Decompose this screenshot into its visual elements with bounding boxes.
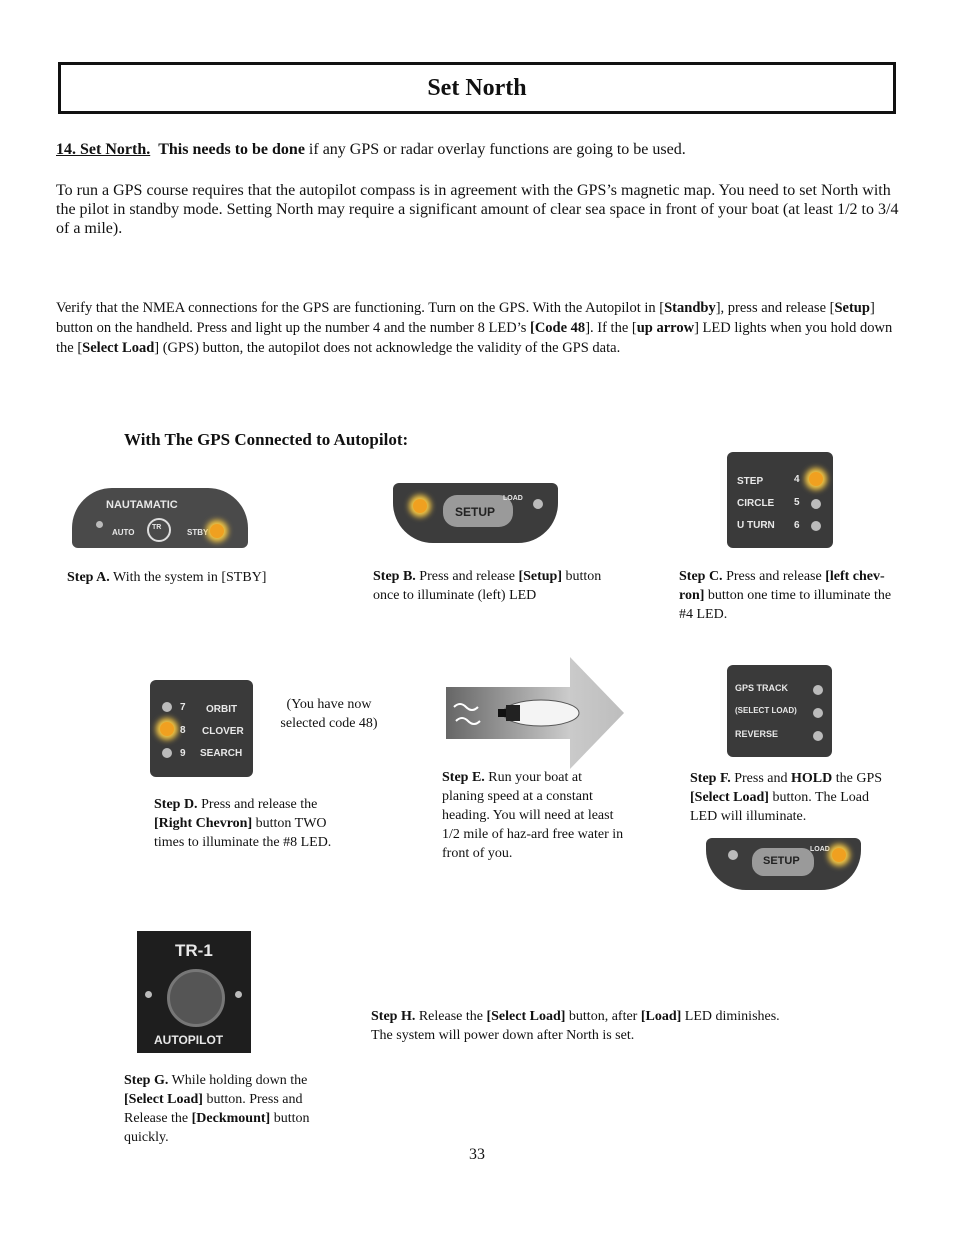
reverse-led bbox=[813, 731, 823, 741]
tr1-deckmount-image: TR-1 AUTOPILOT bbox=[137, 931, 251, 1053]
code-48-note: (You have now selected code 48) bbox=[280, 697, 378, 731]
led-9 bbox=[162, 748, 172, 758]
stby-led-lit bbox=[210, 524, 224, 538]
step-f-caption: Step F. Press and HOLD the GPS [Select Load] button. The Load LED will illuminate. bbox=[690, 771, 883, 824]
step-d-caption: Step D. Press and release the [Right Chevron] button TWO times to illuminate the #8 LED. bbox=[154, 797, 332, 850]
led-5 bbox=[811, 499, 821, 509]
setup-left-led bbox=[728, 850, 738, 860]
setup-panel-image: SETUP LOAD bbox=[393, 483, 558, 543]
gps-track-panel-image: GPS TRACK (SELECT LOAD) REVERSE bbox=[727, 665, 832, 757]
page-number: 33 bbox=[469, 1146, 485, 1163]
title-box bbox=[58, 62, 896, 114]
setup-left-led-lit bbox=[413, 499, 427, 513]
tr1-right-led bbox=[235, 991, 242, 998]
led-7 bbox=[162, 702, 172, 712]
section-heading: With The GPS Connected to Autopilot: bbox=[124, 430, 409, 449]
auto-led bbox=[96, 521, 103, 528]
intro-bold: This needs to be done bbox=[158, 141, 305, 158]
step-h-caption: Step H. Release the [Select Load] button, after [Load] LED diminishes. The system will power down after North is set. bbox=[371, 1009, 780, 1043]
intro-rest: if any GPS or radar overlay functions are going to be used. bbox=[304, 141, 686, 158]
step-panel-image: STEP CIRCLE U TURN 4 5 6 bbox=[727, 452, 833, 548]
step-g-caption: Step G. While holding down the [Select Load] button. Press and Release the [Deckmount] button quickly. bbox=[124, 1073, 310, 1145]
led-6 bbox=[811, 521, 821, 531]
page-title: Set North bbox=[427, 74, 527, 101]
orbit-panel-image: 7 8 9 ORBIT CLOVER SEARCH bbox=[150, 680, 253, 777]
select-load-led bbox=[813, 708, 823, 718]
led-8-lit bbox=[160, 722, 174, 736]
step-a-caption: Step A. With the system in [STBY] bbox=[67, 570, 267, 585]
deckmount-button bbox=[167, 969, 225, 1027]
led-4-lit bbox=[809, 472, 823, 486]
step-b-caption: Step B. Press and release [Setup] button once to illuminate (left) LED bbox=[373, 569, 602, 603]
load-led bbox=[533, 499, 543, 509]
stby-panel-image: NAUTAMATIC AUTO TR STBY bbox=[72, 488, 248, 548]
tr1-left-led bbox=[145, 991, 152, 998]
paragraph-compass: To run a GPS course requires that the autopilot compass is in agreement with the GPS’s magnetic map. You need to set North with the pilot in standby mode. Setting North may require a significant amount of clear sea space in front of your boat (at least 1/2 to 3/4 of a mile). bbox=[56, 182, 899, 237]
boat-arrow-image bbox=[446, 657, 624, 777]
intro-paragraph bbox=[56, 140, 906, 159]
paragraph-nmea: Verify that the NMEA connections for the GPS are functioning. Turn on the GPS. With the Autopilot in [Standby], press and release [Setup] button on the handheld. Press and light up the number 4 and the number 8 LED’s [Code 48]. If the [up arrow] LED lights when you hold down the [Select Load] (GPS) button, the autopilot does not acknowledge the validity of the GPS data. bbox=[56, 300, 893, 356]
step-e-caption: Step E. Run your boat at planing speed at a constant heading. You will need at least 1/2 mile of haz-ard free water in front of you. bbox=[442, 770, 624, 861]
brand-label: NAUTAMATIC bbox=[106, 499, 178, 511]
setup-load-panel-image: SETUP LOAD bbox=[706, 838, 861, 890]
gps-track-led bbox=[813, 685, 823, 695]
step-c-caption: Step C. Press and release [left chev-ron] button one time to illuminate the #4 LED. bbox=[679, 569, 892, 622]
load-led-lit bbox=[832, 848, 846, 862]
step-number: 14. Set North. bbox=[56, 141, 151, 158]
